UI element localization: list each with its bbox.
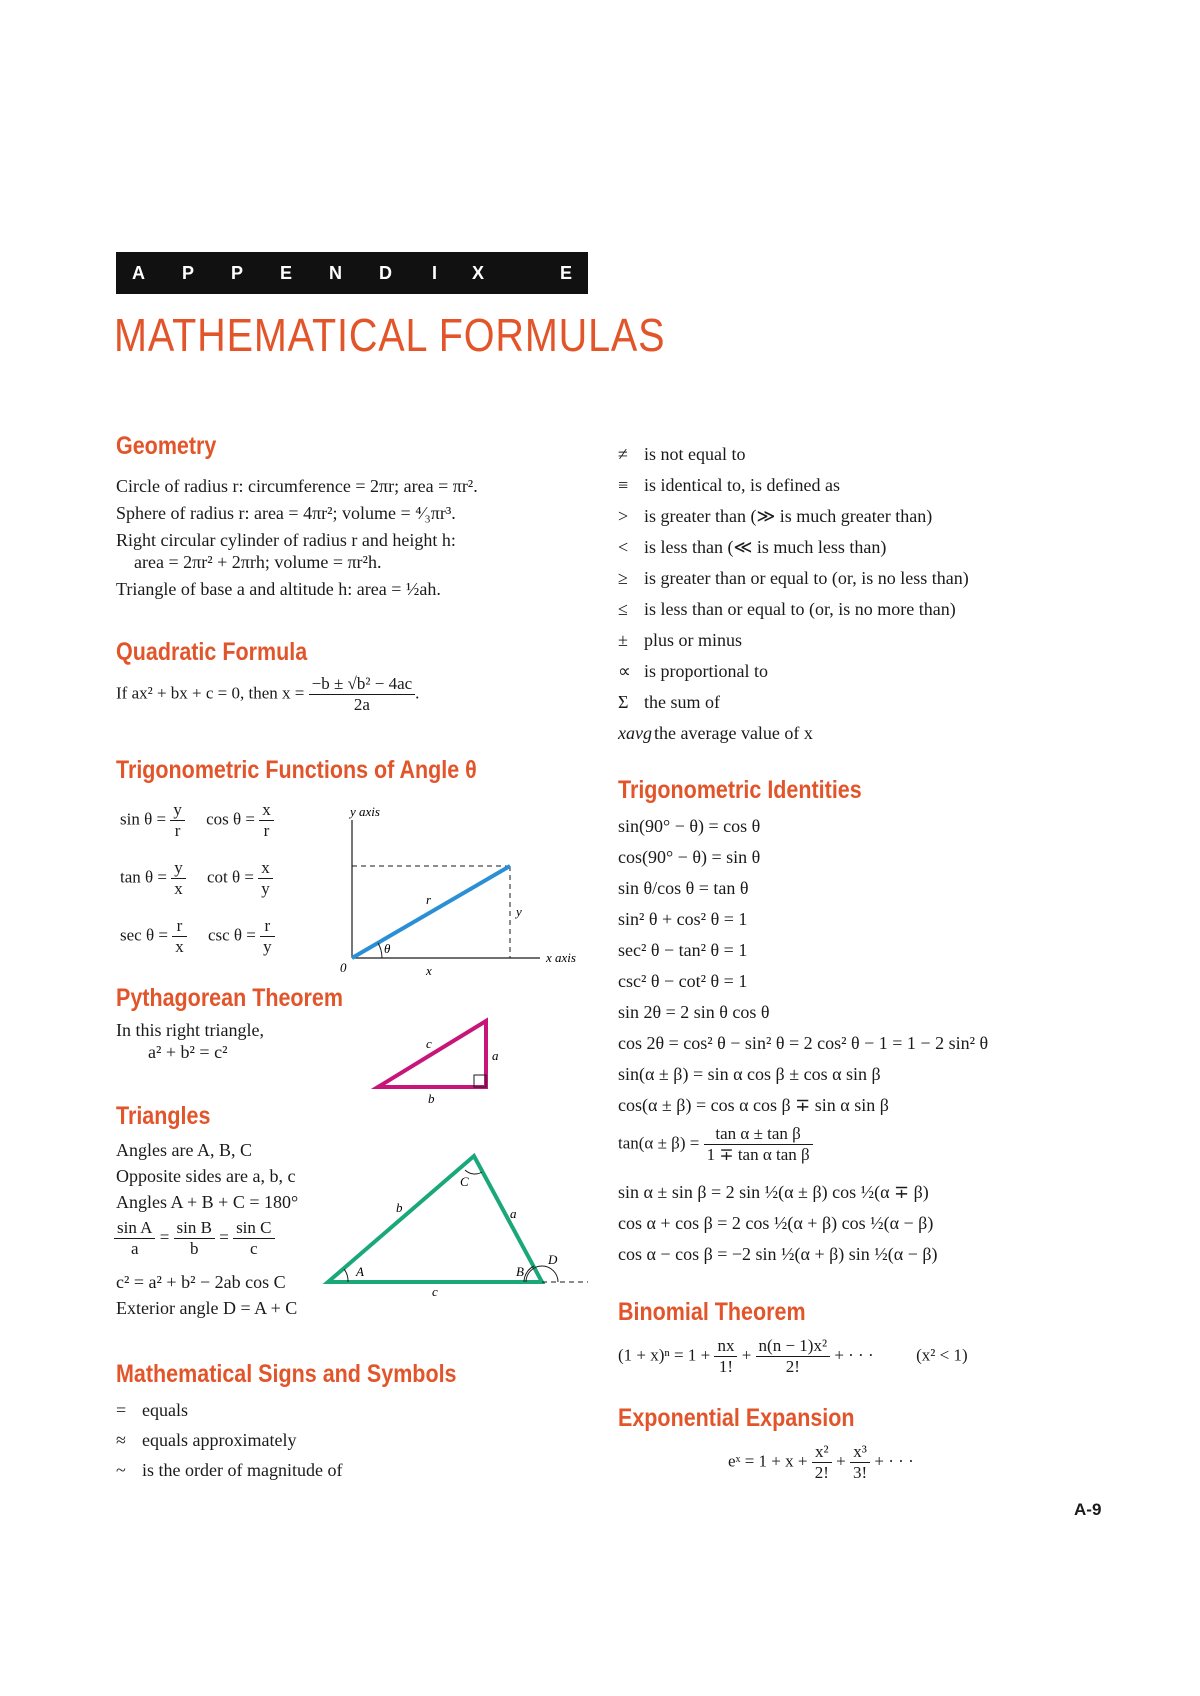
function-label: sec θ = [120,925,168,945]
r-label: r [426,892,432,907]
x-axis-label: x axis [546,950,576,965]
numerator: nx [714,1336,737,1357]
symbol-item [618,506,932,527]
appendix-banner [116,252,588,294]
quadratic-lead: If ax² + bx + c = 0, then x = [116,683,305,703]
symbol: ∝ [618,661,631,681]
symbol-item [618,475,840,496]
quadratic-numerator: −b ± √b² − 4ac [309,674,416,695]
B-label: B [516,1264,524,1279]
triangle-diagram [320,1148,590,1298]
D-label: D [548,1252,558,1267]
symbol-meaning: is greater than (≫ is much greater than) [644,506,933,526]
denominator: r [174,821,181,840]
numerator: sin B [174,1218,215,1239]
pythagorean-heading: Pythagorean Theorem [116,984,343,1012]
binomial-lead: (1 + x)ⁿ = 1 + [618,1345,711,1365]
trig-function-row [120,916,275,957]
binomial-formula [618,1336,968,1377]
banner-letter: E [560,263,573,283]
function-label: cos θ = [206,809,255,829]
symbol-meaning: equals approximately [142,1430,297,1450]
trig-function-row [120,858,273,899]
denominator: r [263,821,270,840]
c-side-label: c [432,1284,438,1298]
radius-line [352,866,510,958]
symbol-meaning: is not equal to [644,444,746,464]
right-triangle [378,1021,486,1087]
denominator: 1 ∓ tan α tan β [706,1145,810,1164]
symbol-item [116,1460,342,1481]
numerator: r [260,916,275,937]
denominator: y [263,937,272,956]
pythagorean-equation: a² + b² = c² [148,1042,228,1062]
function-label: tan θ = [120,867,167,887]
denominator: c [250,1239,258,1258]
y-label: y [516,904,522,919]
symbol-item [618,692,720,713]
sum-identity-line: cos α + cos β = 2 cos ½(α + β) cos ½(α − β) [618,1213,934,1233]
identity-line: sin² θ + cos² θ = 1 [618,909,748,929]
denominator: y [261,879,270,898]
geometry-line: area = 2πr² + 2πrh; volume = πr²h. [134,552,382,572]
y-axis-label: y axis [350,804,380,819]
symbol-meaning: is greater than or equal to (or, is no less than) [644,568,969,588]
numerator: tan α ± tan β [704,1124,813,1145]
symbol-item [618,630,742,651]
denominator: 1! [718,1357,734,1376]
c-label: c [426,1036,432,1051]
A-label: A [356,1264,364,1279]
triangles-line: Angles are A, B, C [116,1140,252,1160]
symbol-meaning: is proportional to [644,661,768,681]
symbol-meaning: plus or minus [644,630,743,650]
identity-line: sin(α ± β) = sin α cos β ± cos α sin β [618,1064,881,1084]
theta-arc [378,943,382,958]
numerator: y [171,858,186,879]
symbol: > [618,506,629,526]
banner-letter: E [280,263,293,283]
quadratic-period: . [415,683,420,703]
symbol-item [618,661,768,682]
a-label: a [492,1048,499,1063]
denominator: a [130,1239,139,1258]
numerator: r [172,916,187,937]
symbol-item [116,1430,296,1451]
numerator: n(n − 1)x² [756,1336,831,1357]
banner-letter: D [379,263,392,283]
denominator: x [175,937,184,956]
banner-letter: N [329,263,342,283]
page-number: A-9 [1074,1500,1102,1519]
symbol-meaning: the average value of x [654,723,813,743]
denominator: 2! [814,1463,829,1482]
sum-identity-line: cos α − cos β = −2 sin ½(α + β) sin ½(α − β) [618,1244,938,1264]
tan-sum-lead: tan(α ± β) = [618,1133,700,1153]
banner-letter: P [231,263,244,283]
banner-letter: X [472,263,485,283]
symbol-meaning: equals [142,1400,188,1420]
numerator: sin C [233,1218,274,1239]
exterior-angle: Exterior angle D = A + C [116,1298,298,1318]
symbol: ± [618,630,628,650]
law-of-sines [114,1218,275,1259]
function-label: sin θ = [120,809,167,829]
trig-identities-heading: Trigonometric Identities [618,776,862,804]
C-label: C [460,1174,469,1189]
equals-sign: = [219,1227,229,1247]
pythagorean-line: In this right triangle, [116,1020,264,1040]
identity-line: sin 2θ = 2 sin θ cos θ [618,1002,770,1022]
cosine-law: c² = a² + b² − 2ab cos C [116,1272,286,1292]
symbol: ≥ [618,568,628,588]
geometry-heading: Geometry [116,432,217,460]
geometry-line: Sphere of radius r: area = 4πr²; volume = ⁴⁄₃πr³. [116,503,456,523]
binomial-condition: (x² < 1) [916,1345,968,1365]
symbol: ≈ [116,1430,126,1450]
banner-letter: I [432,263,438,283]
numerator: sin A [114,1218,155,1239]
geometry-line: Right circular cylinder of radius r and height h: [116,530,456,550]
numerator: y [170,800,185,821]
sum-identity-line: sin α ± sin β = 2 sin ½(α ± β) cos ½(α ∓ β) [618,1182,929,1202]
exponential-heading: Exponential Expansion [618,1404,855,1432]
symbol-meaning: is the order of magnitude of [142,1460,343,1480]
origin-label: 0 [340,960,347,975]
trig-functions-heading: Trigonometric Functions of Angle θ [116,756,477,784]
b-label: b [428,1091,435,1105]
x-label: x [426,963,432,978]
quadratic-heading: Quadratic Formula [116,638,308,666]
symbol-item [618,444,746,465]
equals-sign: = [159,1227,170,1247]
identity-line: csc² θ − cot² θ = 1 [618,971,748,991]
symbol: ≡ [618,475,629,495]
numerator: x² [812,1442,832,1463]
symbol-meaning: is less than or equal to (or, is no more than) [644,599,956,619]
banner-letter: A [132,263,145,283]
numerator: x [258,858,273,879]
symbol-meaning: is less than (≪ is much less than) [644,537,887,557]
denominator: 3! [853,1463,868,1482]
identity-line: cos 2θ = cos² θ − sin² θ = 2 cos² θ − 1 = 1 − 2 sin² θ [618,1033,989,1053]
trig-function-row [120,800,274,841]
trig-diagram [330,800,590,985]
quadratic-formula [116,674,419,715]
symbol: xavg [618,723,652,743]
identity-line: sec² θ − tan² θ = 1 [618,940,748,960]
tan-sum-identity [618,1124,813,1165]
denominator: x [174,879,183,898]
symbol: ≠ [618,444,628,464]
identity-line: cos(90° − θ) = sin θ [618,847,761,867]
denominator: 2! [785,1357,800,1376]
banner-letter: P [182,263,195,283]
symbol-meaning: the sum of [644,692,720,712]
symbol: ≤ [618,599,628,619]
a-side-label: a [510,1206,517,1221]
series-tail: + · · · [834,1345,874,1365]
symbol-item [116,1400,188,1421]
theta-label: θ [384,941,391,956]
binomial-heading: Binomial Theorem [618,1298,806,1326]
identity-line: sin(90° − θ) = cos θ [618,816,761,836]
function-label: csc θ = [207,925,256,945]
symbol-item [618,568,969,589]
triangles-line: Angles A + B + C = 180° [116,1192,299,1212]
quadratic-denominator: 2a [353,695,370,714]
exponential-lead: eˣ = 1 + x + [728,1451,808,1471]
symbol-item [618,537,886,558]
triangles-heading: Triangles [116,1102,211,1130]
geometry-line: Triangle of base a and altitude h: area = ½ah. [116,579,441,599]
signs-heading: Mathematical Signs and Symbols [116,1360,457,1388]
identity-line: sin θ/cos θ = tan θ [618,878,749,898]
numerator: x³ [850,1442,870,1463]
exponential-formula [728,1442,914,1483]
symbol-item [618,723,813,744]
page-title: MATHEMATICAL FORMULAS [114,309,666,361]
triangles-line: Opposite sides are a, b, c [116,1166,296,1186]
numerator: x [259,800,274,821]
denominator: b [190,1239,199,1258]
symbol-item [618,599,956,620]
symbol: < [618,537,629,557]
series-tail: + · · · [874,1451,914,1471]
symbol-meaning: is identical to, is defined as [644,475,840,495]
pythagorean-diagram [370,1015,510,1105]
plus-sign: + [836,1451,846,1471]
quadratic-fraction [309,674,416,715]
plus-sign: + [741,1345,752,1365]
symbol: Σ [618,692,629,712]
function-label: cot θ = [207,867,254,887]
identity-line: cos(α ± β) = cos α cos β ∓ sin α sin β [618,1095,889,1115]
geometry-line: Circle of radius r: circumference = 2πr; area = πr². [116,476,478,496]
symbol: = [116,1400,127,1420]
symbol: ~ [116,1460,126,1480]
b-side-label: b [396,1200,403,1215]
